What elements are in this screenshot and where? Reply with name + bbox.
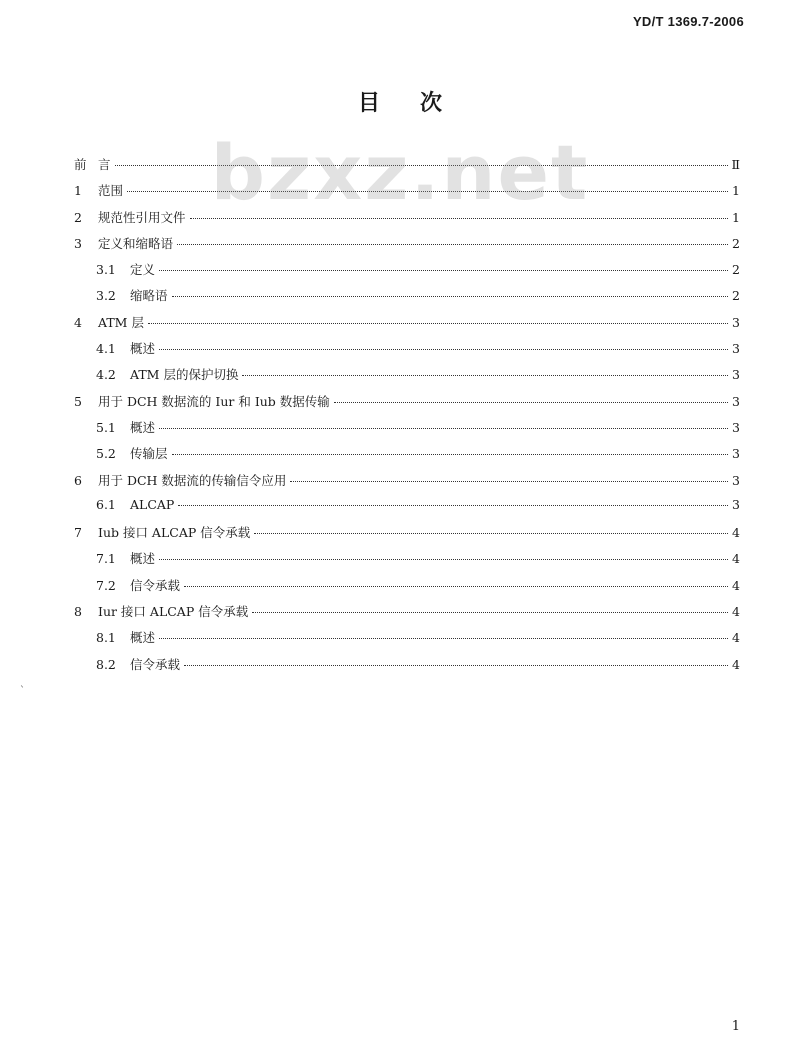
toc-entry-page: 4 [732,577,740,593]
toc-entry-number: 8 [74,604,82,620]
dot-leader [334,402,728,403]
toc-entry [74,155,740,181]
toc-entry-number: 8.1 [96,630,116,646]
dot-leader [159,428,728,429]
toc-entry-number: 5.1 [96,419,116,435]
toc-entry [74,260,740,286]
toc-entry [74,471,740,497]
toc-entry-page: 1 [732,209,740,225]
toc-entry-label: 概述 [130,341,156,357]
toc-entry [74,444,740,470]
toc-entry-label: ALCAP [130,496,175,512]
toc-entry-page: 3 [732,393,740,409]
toc-entry-label: 概述 [130,551,156,567]
dot-leader [190,218,728,219]
toc-entry-label: 范围 [98,183,124,199]
dot-leader [159,638,728,639]
page-title: 目次 [357,90,482,116]
toc-entry [74,602,740,628]
toc-entry-label: 言 [98,157,111,172]
toc-entry-page: 3 [732,472,740,488]
dot-leader [177,244,728,245]
toc-entry-page: 4 [732,525,740,541]
toc-entry [74,655,740,681]
toc-entry-label: 定义和缩略语 [98,235,174,251]
toc-entry [74,313,740,339]
dot-leader [184,586,728,587]
toc-entry-label: 信令承载 [130,656,181,672]
toc-entry-label: 概述 [130,630,156,646]
dot-leader [290,481,728,482]
toc-entry-label: 概述 [130,419,156,435]
toc-entry [74,392,740,418]
toc-entry-page: 1 [732,183,740,199]
toc-entry-page: 3 [732,341,740,357]
toc-entry-label: 传输层 [130,446,168,462]
toc-entry-number: 2 [74,209,82,225]
toc-entry [74,208,740,234]
toc-entry [74,181,740,207]
toc-entry [74,628,740,654]
toc-entry [74,523,740,549]
toc-entry-label: ATM 层的保护切换 [130,367,239,383]
toc-entry-page: 3 [732,367,740,383]
dot-leader [252,612,728,613]
toc-entry-number: 7 [74,525,82,541]
toc-entry-label: Iur 接口 ALCAP 信令承载 [98,604,249,620]
toc-entry-number: 6.1 [96,496,116,512]
dot-leader [159,349,728,350]
toc-entry-label: 用于 DCH 数据流的 Iur 和 Iub 数据传输 [98,393,330,409]
toc-entry-page: 4 [732,656,740,672]
toc-entry-number: 3 [74,235,82,251]
toc-entry-number: 4.2 [96,367,116,383]
toc-entry-page: 2 [732,262,740,278]
toc-entry-label: 规范性引用文件 [98,209,186,225]
toc-entry-page: 3 [732,314,740,330]
dot-leader [254,533,728,534]
toc-entry-number: 4 [74,314,82,330]
toc-entry [74,418,740,444]
scan-speck: ` [20,686,25,697]
dot-leader [159,270,728,271]
toc-entry-number: 3.2 [96,288,116,304]
toc-entry-page: 4 [732,630,740,646]
dot-leader [115,165,728,166]
dot-leader [159,559,728,560]
toc-entry-page: 3 [732,419,740,435]
toc-entry-label: 用于 DCH 数据流的传输信令应用 [98,472,287,488]
toc-entry-page: 4 [732,604,740,620]
toc-entry-number: 7.2 [96,577,116,593]
dot-leader [178,505,728,506]
toc-entry-page: 4 [732,551,740,567]
toc-entry-number: 5.2 [96,446,116,462]
table-of-contents [74,155,740,681]
toc-entry-number: 7.1 [96,551,116,567]
standard-code: YD/T 1369.7-2006 [632,14,744,29]
toc-entry [74,339,740,365]
toc-entry [74,576,740,602]
page-number: 1 [731,1019,740,1034]
toc-entry-number: 1 [74,183,82,199]
toc-entry-number: 5 [74,393,82,409]
toc-entry-number: 8.2 [96,656,116,672]
toc-entry-page: Ⅱ [731,157,740,172]
toc-entry [74,286,740,312]
toc-entry-number: 3.1 [96,262,116,278]
dot-leader [127,191,728,192]
watermark: bzxz.net [210,128,590,217]
toc-entry-page: 3 [732,446,740,462]
dot-leader [172,454,728,455]
toc-entry-page: 2 [732,288,740,304]
toc-entry-label: 定义 [130,262,156,278]
toc-entry-label: 信令承载 [130,577,181,593]
toc-entry-label: ATM 层 [98,314,144,330]
dot-leader [242,375,728,376]
toc-entry-label: Iub 接口 ALCAP 信令承载 [98,525,251,541]
dot-leader [172,296,728,297]
toc-entry [74,497,740,523]
toc-entry [74,365,740,391]
dot-leader [184,665,728,666]
toc-entry [74,234,740,260]
toc-entry-number: 前 [74,157,87,172]
toc-entry-page: 2 [732,235,740,251]
toc-entry-page: 3 [732,496,740,512]
toc-entry-number: 6 [74,472,82,488]
toc-entry-number: 4.1 [96,341,116,357]
toc-entry-label: 缩略语 [130,288,168,304]
toc-entry [74,549,740,575]
dot-leader [148,323,728,324]
